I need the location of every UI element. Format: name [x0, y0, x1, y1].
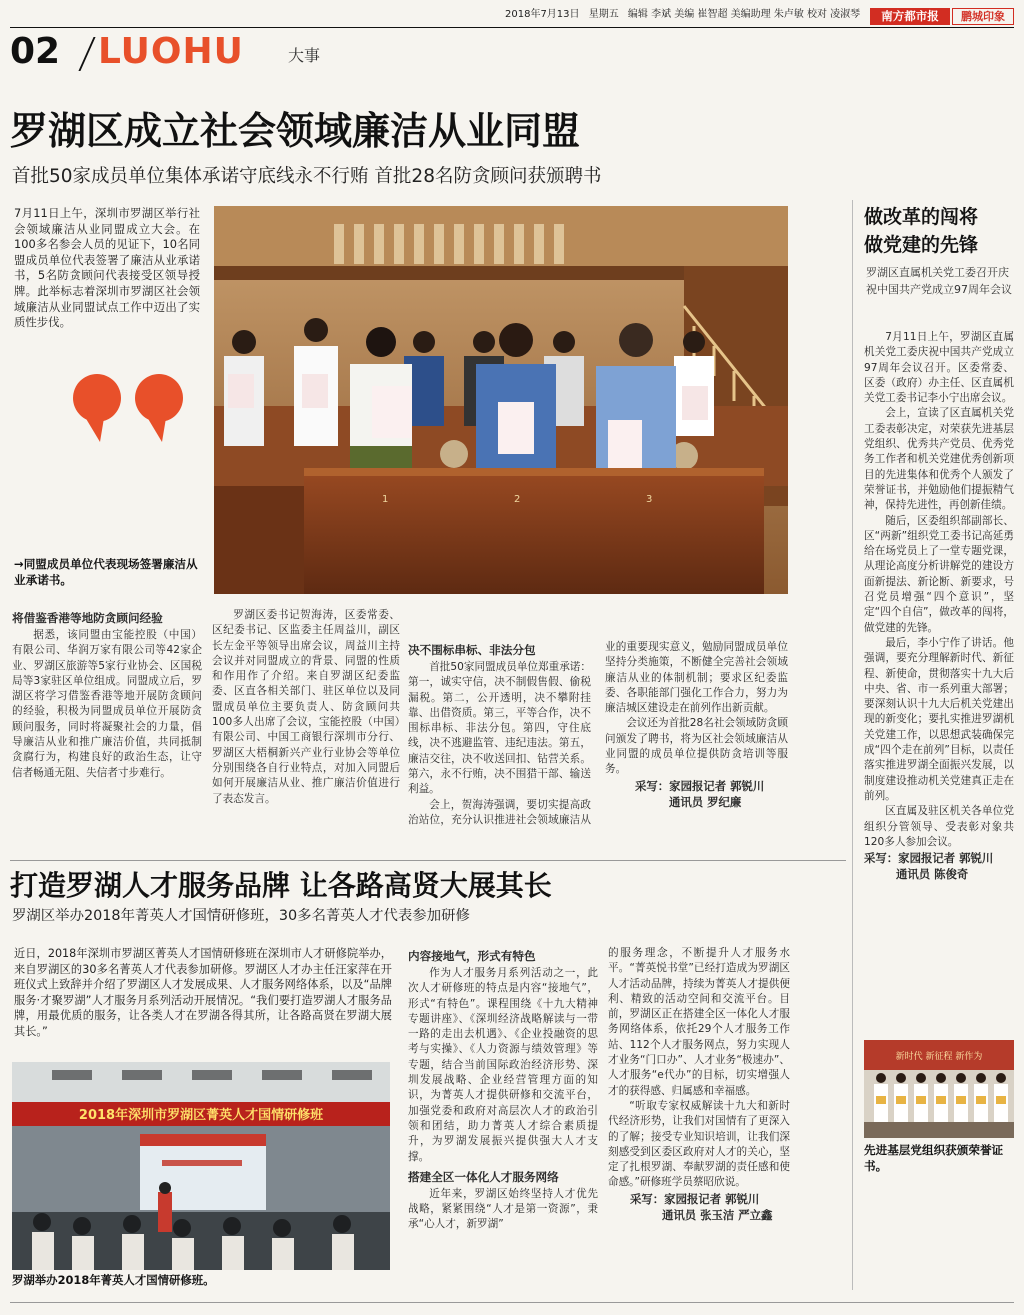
header-date: 2018年7月13日 — [505, 9, 580, 20]
article1-col2-text: 罗湖区委书记贺海涛，区委常委、区纪委书记、区监委主任周益川，副区长左金平等领导出席会议，周益川主持会议并对同盟成立的背景、同盟的性质和作用作了介绍。来自罗湖区纪委监委、区直各相关部门、驻区单位以及同盟成员单位主要负责人、防贪顾问共100多人出席了会议，宝能控股（中国）有限公司、中国工商银行深圳市分行、罗湖区大梧桐新兴产业行业协会等单位分别围绕各自行业特点，对加入同盟后如何开展廉洁从业、推广廉洁价值进行了表态发言。 — [212, 609, 400, 805]
sidebar-byline-1: 采写：家园报记者 郭锐川 — [864, 851, 994, 866]
article1-col1-text: 据悉，该同盟由宝能控股（中国）有限公司、华润万家有限公司等42家企业、罗湖区旅游等5家行业协会、区国税局等3家驻区单位组成。同盟成立后，罗湖区将学习借鉴香港等地开展防贪顾问的经验，积极为同盟成员单位开展防贪顾问服务，同时将凝聚社会的力量，倡导廉洁从业和推广廉洁价值，共同抵制贪腐行为，构建良好的政治生态，让守信者畅通无阻、失信者寸步难行。 — [12, 629, 202, 779]
quote-marks-icon — [70, 372, 190, 444]
header-info — [505, 9, 860, 21]
sidebar-p1: 7月11日上午，罗湖区直属机关党工委庆祝中国共产党成立97周年会议召开。区委常委、区委（政府）办主任、区直属机关党工委书记李小宁出席会议。 — [864, 331, 1014, 405]
article1-title: 罗湖区成立社会领域廉洁从业同盟 — [10, 109, 581, 153]
podium-number-2: 2 — [514, 494, 521, 505]
sidebar-byline-2: 通讯员 陈俊奇 — [896, 867, 969, 882]
sidebar-title-1: 做改革的闯将 — [864, 206, 979, 228]
section-bar — [10, 32, 510, 76]
sidebar-p3: 随后，区委组织部副部长、区“两新”组织党工委书记高延勇给在场党员上了一堂专题党课，从理论高度分析讲解党的建设方面新提法、新论断、新要求，号召党员增强“四个意识”，坚定“四个自信”，做改革的闯将，做党建的先锋。 — [864, 514, 1014, 634]
district-name: LUOHU — [98, 31, 244, 72]
article1-col3-text-1: 首批50家同盟成员单位郑重承诺：第一，诚实守信，决不制假售假、偷税漏税。第二，公开透明，决不攀附挂靠、出借资质。第三，平等合作，决不围标串标、非法分包。第四，守住底线，决不逃避监管、违纪违法。第五，廉洁交往，决不收送回扣、钻营关系。第六，永不行贿，决不围猎干部、输送利益。 — [408, 661, 591, 796]
article2-photo-banner: 2018年深圳市罗湖区菁英人才国情研修班 — [78, 1108, 324, 1123]
sidebar-body — [864, 330, 1014, 882]
article2-photo — [12, 1062, 390, 1270]
section-slash — [78, 37, 95, 71]
sidebar-p2: 会上，宣读了区直属机关党工委表彰决定，对荣获先进基层党组织、优秀共产党员、优秀党务工作者和机关党建优秀创新项目的先进集体和优秀个人颁发了荣誉证书，并勉励他们提振精气神，保持先进性，再创新佳绩。 — [864, 407, 1014, 512]
article2-col2-text-2: “听取专家权威解读十九大和新时代经济形势，让我们对国情有了更深入的了解；接受专业知识培训，让我们深刻感受到区委区政府对人才的关心，坚定了扎根罗湖、奉献罗湖的责任感和使命感。”研修班学员蔡昭欣说。 — [608, 1099, 790, 1189]
bottom-rule — [10, 1302, 1014, 1303]
article1-photo — [214, 206, 788, 594]
sidebar-p4: 最后，李小宁作了讲话。他强调，要充分理解新时代、新征程、新使命，贯彻落实十九大后中央、省、市一系列重大部署；要深刻认识十九大后机关党建出现的新变化；要扎实推进罗湖机关党建工作，以思想武装确保完成“四个走在前列”目标，以责任落实推进罗湖全面振兴发展，以制度建设推动机关党建真正走在前列。 — [864, 636, 1014, 802]
article2-col1-text: 作为人才服务月系列活动之一，此次人才研修班的特点是内容“接地气”，形式“有特色”。课程围绕《十九大精神专题讲座》、《深圳经济战略解读与一带一路的走出去机遇》、《企业投融资的思考与实操》、《人力资源与绩效管理》等专题，结合当前国际政治经济形势、深圳发展战略、企业经营管理方面的知识，为菁英人才提供研修和交流平台，加强党委和政府对高层次人才的政治引领和团结，助力菁英人才综合素质提升，为罗湖发展振兴提供强大人才支撑。 — [408, 967, 598, 1163]
header-rule — [10, 27, 1014, 28]
sidebar-photo-banner: 新时代 新征程 新作为 — [895, 1052, 983, 1062]
article2-title: 打造罗湖人才服务品牌 让各路高贤大展其长 — [10, 869, 552, 902]
sidebar-photo-caption: 先进基层党组织获颁荣誉证书。 — [864, 1143, 1004, 1173]
article-divider — [10, 860, 846, 861]
header-weekday: 星期五 — [588, 9, 619, 20]
article2-col2 — [608, 946, 790, 1223]
edition-logo-text: 鹏城印象 — [961, 10, 1005, 23]
article2-lead: 近日，2018年深圳市罗湖区菁英人才国情研修班在深圳市人才研修院举办，来自罗湖区的30多名菁英人才代表参加研修。罗湖区人才办主任汪家萍在开班仪式上致辞并介绍了罗湖区人才发展成果、人才服务网络体系，以及“品牌服务·才聚罗湖”人才服务月系列活动开展情况。“我们要打造罗湖人才服务品牌，用最优质的服务，让各类人才在罗湖各得其所，让各路高贤在罗湖大展其长。” — [14, 947, 392, 1038]
article1-photo-caption: →同盟成员单位代表现场签署廉洁从业承诺书。 — [14, 557, 198, 587]
article2-byline-1: 采写：家园报记者 郭锐川 — [630, 1191, 760, 1206]
article1-col3-text-2: 会上，贺海涛强调，要切实提高政治站位，充分认识推进社会领域廉洁从业的重要现实意义，勉励同盟成员单位坚持分类施策，不断健全完善社会领域廉洁从业的体制机制；要求区纪委监委、各职能部门强化工作合力，努力为廉洁城区建设走在前列作出新贡献。 — [408, 641, 788, 826]
article2-byline-2: 通讯员 张玉洁 严立鑫 — [662, 1207, 773, 1222]
article1-byline-2: 通讯员 罗纪廉 — [669, 794, 742, 809]
podium-number-3: 3 — [646, 494, 653, 505]
paper-logo — [870, 8, 950, 25]
article1-subtitle: 首批50家成员单位集体承诺守底线永不行贿 首批28名防贪顾问获颁聘书 — [12, 166, 602, 187]
header-staff: 编辑 李斌 美编 崔智超 美编助理 朱卢敏 校对 凌淑琴 — [627, 9, 861, 20]
article1-col3-heading: 决不围标串标、非法分包 — [408, 643, 536, 657]
sidebar-title-2: 做党建的先锋 — [864, 234, 979, 256]
sidebar-photo — [864, 1040, 1014, 1138]
header-bar — [0, 0, 1024, 28]
article1-col3-text-3: 会议还为首批28名社会领域防贪顾问颁发了聘书，将为区社会领域廉洁从业同盟的成员单位提供防贪培训等服务。 — [605, 717, 788, 776]
article2-col1-text-2: 近年来，罗湖区始终坚持人才优先战略，紧紧围绕“人才是第一资源”，秉承“心人才，新罗湖” — [408, 1187, 598, 1231]
page-number: 02 — [10, 31, 61, 72]
sidebar-subtitle: 罗湖区直属机关党工委召开庆祝中国共产党成立97周年会议 — [866, 266, 1012, 296]
article1-lead: 7月11日上午，深圳市罗湖区举行社会领域廉洁从业同盟成立大会。在100多名参会人员的见证下，10名同盟成员单位代表签署了廉洁从业承诺书，5名防贪顾问代表接受区领导授牌。此举标志着深圳市罗湖区社会领域廉洁从业同盟试点工作中迈出了实质性步伐。 — [14, 206, 200, 330]
paper-logo-text: 南方都市报 — [881, 9, 939, 23]
article1-byline-1: 采写：家园报记者 郭锐川 — [635, 778, 765, 793]
column-name: 大事 — [288, 46, 321, 65]
article2-subtitle: 罗湖区举办2018年菁英人才国情研修班，30多名菁英人才代表参加研修 — [12, 908, 470, 924]
article2-col1 — [408, 946, 598, 1233]
sidebar-divider — [852, 200, 853, 1290]
edition-logo — [952, 8, 1014, 25]
article1-col1-heading: 将借鉴香港等地防贪顾问经验 — [12, 611, 163, 625]
article1-col1 — [12, 608, 202, 781]
sidebar-p5: 区直属及驻区机关各单位党组织分管领导、受表彰对象共120多人参加会议。 — [864, 805, 1014, 848]
article2-col2-text-1: 的服务理念，不断提升人才服务水平。“菁英悦书堂”已经打造成为罗湖区人才活动品牌，持续为菁英人才提供便利、精致的活动空间和交流平台。目前，罗湖区正在搭建全区一体化人才服务网络体系，依托29个人才服务工作站、112个人才服务网点，努力实现人才业务“门口办”、人才业务“极速办”、人才服务“e代办”的目标，切实增强人才的获得感、归属感和幸福感。 — [608, 947, 790, 1097]
article2-col1-heading-2: 搭建全区一体化人才服务网络 — [408, 1169, 559, 1184]
article2-photo-caption: 罗湖举办2018年菁英人才国情研修班。 — [12, 1273, 215, 1287]
podium-number-1: 1 — [382, 494, 389, 505]
article2-col1-heading: 内容接地气，形式有特色 — [408, 949, 536, 963]
article1-col3 — [408, 640, 788, 828]
article1-col2 — [212, 608, 400, 807]
